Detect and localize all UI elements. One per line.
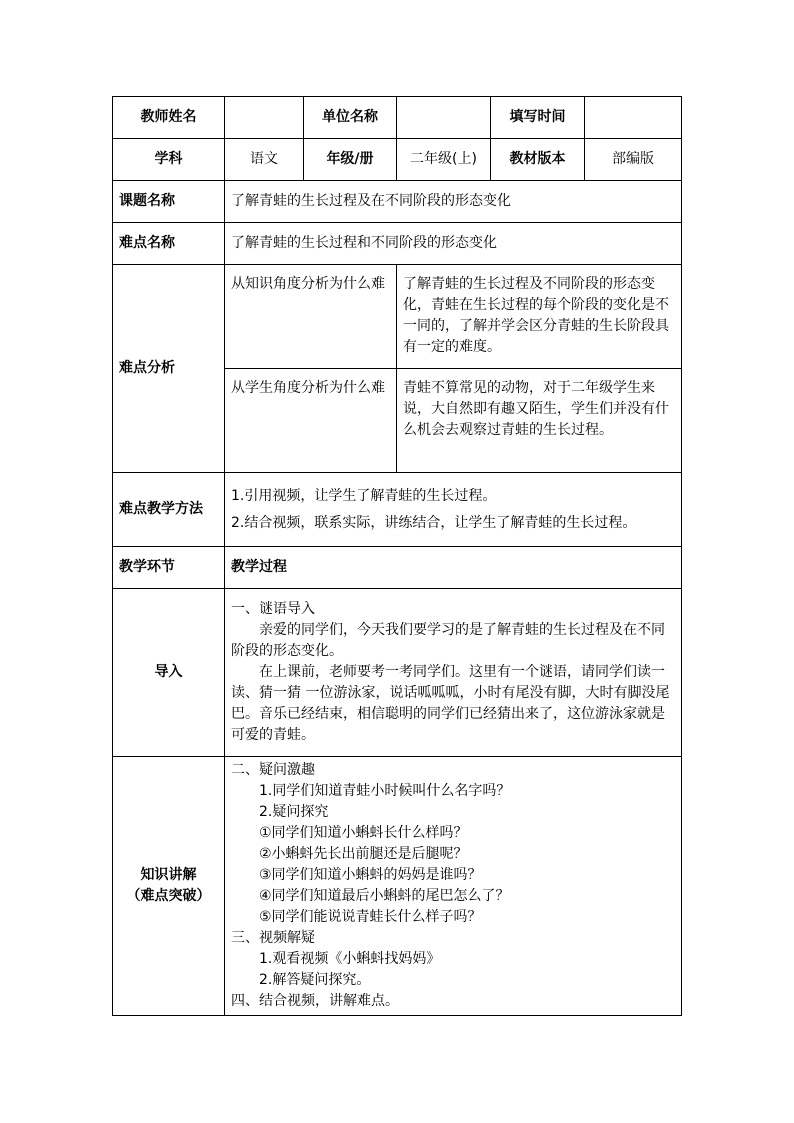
lesson-plan-document [112,96,681,1019]
unit-name-label: 单位名称 [304,97,397,139]
intro-heading: 一、谜语导入 [231,601,315,617]
question-item: ⑤同学们能说说青蛙长什么样子吗？ [259,909,482,925]
lecture-cell [225,757,682,1016]
header-row-1 [113,97,682,139]
header-row-2 [113,139,682,181]
method-row [113,473,682,547]
lesson-plan-table [112,96,682,1016]
intro-label: 导入 [113,589,225,757]
knowledge-angle-text: 了解青蛙的生长过程及不同阶段的形态变化，青蛙在生长过程的每个阶段的变化是不一同的，了解并学会区分青蛙的生长阶段具有一定的难度。 [397,265,682,369]
section-heading: 二、疑问激趣 [231,762,315,778]
process-header-row [113,547,682,589]
fill-time-label: 填写时间 [491,97,585,139]
topic-label: 课题名称 [113,181,225,223]
lecture-item: 2.疑问探究 [259,804,329,820]
unit-name-cell [397,97,491,139]
question-item: ②小蝌蚪先长出前腿还是后腿呢？ [259,846,468,862]
grade-value: 二年级(上) [397,139,491,181]
lecture-row [113,757,682,1016]
student-angle-label: 从学生角度分析为什么难 [225,369,397,473]
teacher-name-cell [225,97,304,139]
difficulty-value: 了解青蛙的生长过程和不同阶段的形态变化 [225,223,682,265]
intro-row [113,589,682,757]
process-header: 教学过程 [225,547,682,589]
question-item: ④同学们知道最后小蝌蚪的尾巴怎么了？ [259,888,510,904]
fill-time-cell [585,97,682,139]
student-angle-text: 青蛙不算常见的动物，对于二年级学生来说，大自然即有趣又陌生，学生们并没有什么机会去观察过青蛙的生长过程。 [397,369,682,473]
question-item: ①同学们知道小蝌蚪长什么样吗？ [259,825,468,841]
topic-value: 了解青蛙的生长过程及在不同阶段的形态变化 [225,181,682,223]
method-label: 难点教学方法 [113,473,225,547]
section-heading: 四、结合视频，讲解难点。 [231,993,399,1009]
textbook-value: 部编版 [585,139,682,181]
stage-header: 教学环节 [113,547,225,589]
topic-row [113,181,682,223]
question-item: ③同学们知道小蝌蚪的妈妈是谁吗？ [259,867,482,883]
subject-label: 学科 [113,139,225,181]
lecture-item: 1.同学们知道青蛙小时候叫什么名字吗？ [259,783,511,799]
lecture-item: 2.解答疑问探究。 [259,972,371,988]
intro-cell [225,589,682,757]
knowledge-angle-label: 从知识角度分析为什么难 [225,265,397,369]
textbook-label: 教材版本 [491,139,585,181]
lecture-item: 1.观看视频《小蝌蚪找妈妈》 [259,951,441,967]
analysis-row-knowledge [113,265,682,369]
teacher-name-label: 教师姓名 [113,97,225,139]
section-heading: 三、视频解疑 [231,930,315,946]
analysis-label: 难点分析 [113,265,225,473]
grade-label: 年级/册 [304,139,397,181]
method-item: 1.引用视频，让学生了解青蛙的生长过程。 [231,487,497,504]
intro-paragraph: 在上课前，老师要考一考同学们。这里有一个谜语，请同学们读一读、猜一猜 一位游泳家，说话呱呱呱，小时有尾没有脚，大时有脚没尾巴。音乐已经结束，相信聪明的同学们已经猜出来了，这位游泳家就是可爱的青蛙。 [231,664,670,743]
lecture-label-line: 知识讲解 [140,867,197,883]
lecture-label [113,757,225,1016]
subject-value: 语文 [225,139,304,181]
lecture-label-line: （难点突破） [126,888,211,904]
difficulty-label: 难点名称 [113,223,225,265]
difficulty-row [113,223,682,265]
method-cell [225,473,682,547]
method-item: 2.结合视频，联系实际，讲练结合，让学生了解青蛙的生长过程。 [231,514,637,531]
intro-paragraph: 亲爱的同学们，今天我们要学习的是了解青蛙的生长过程及在不同阶段的形态变化。 [231,622,665,659]
